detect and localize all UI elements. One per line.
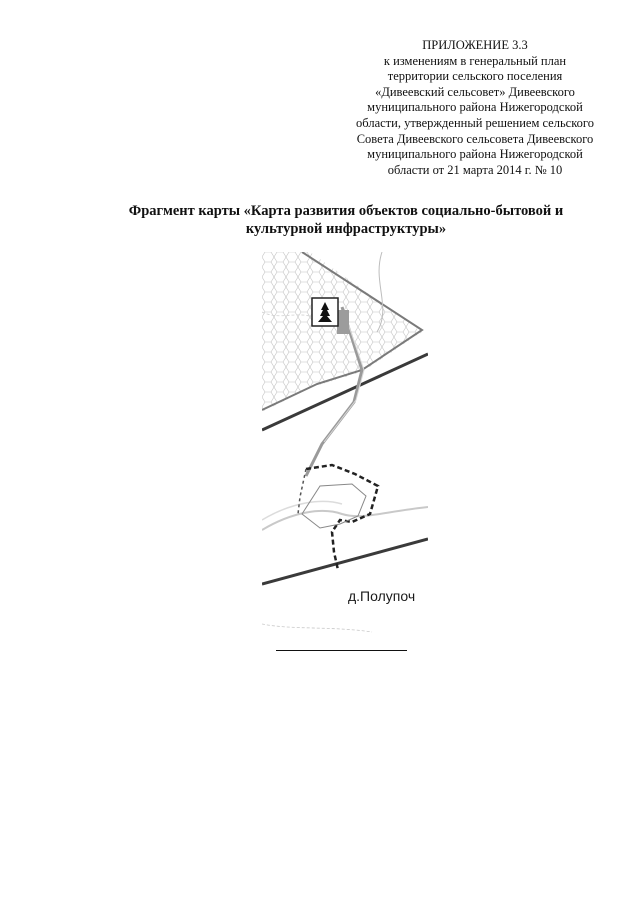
title-line: Фрагмент карты «Карта развития объектов социально-бытовой и [128,203,564,219]
road [262,539,428,584]
appendix-line: ПРИЛОЖЕНИЕ 3.3 [422,38,528,52]
appendix-line: области, утвержденный решением сельского [356,115,594,130]
map-fragment [262,252,428,636]
appendix-line: муниципального района Нижегородской [367,147,583,162]
closing-rule [276,650,407,651]
appendix-line: территории сельского поселения [387,69,563,84]
settlement-label: д.Полупоч [348,588,416,604]
appendix-line: «Дивеевский сельсовет» Дивеевского [375,84,575,99]
appendix-line: области от 21 марта 2014 г. № 10 [387,162,563,177]
appendix-line: Совета Дивеевского сельсовета Дивеевского [356,131,594,146]
appendix-line: муниципального района Нижегородской [367,100,583,115]
appendix-header [340,38,610,178]
religious-object-icon [312,298,338,326]
document-title [96,202,596,238]
title-line: культурной инфраструктуры» [245,221,447,237]
appendix-line: к изменениям в генеральный план [383,53,567,68]
